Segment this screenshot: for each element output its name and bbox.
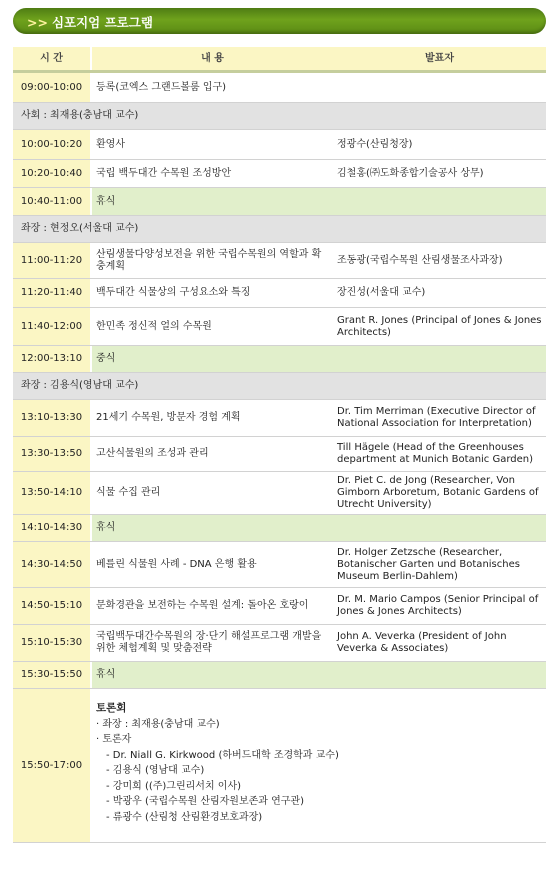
session-time: 10:00-10:20 xyxy=(13,130,92,159)
session-time: 15:30-15:50 xyxy=(13,662,92,688)
session-presenter: Dr. Piet C. de Jong (Researcher, Von Gimborn Arboretum, Botanic Gardens of Utrecht University) xyxy=(333,472,546,514)
column-header-time: 시 간 xyxy=(13,47,92,70)
session-presenter: Dr. Tim Merriman (Executive Director of National Association for Interpretation) xyxy=(333,400,546,436)
session-presenter: 조동광(국립수목원 산림생물조사과장) xyxy=(333,243,546,278)
session-presenter: John A. Veverka (President of John Veverka & Associates) xyxy=(333,625,546,661)
session-title: 식물 수집 관리 xyxy=(92,472,333,514)
session-title: 산림생물다양성보전을 위한 국립수목원의 역할과 확충계획 xyxy=(92,243,333,278)
session-time: 09:00-10:00 xyxy=(13,73,92,102)
session-title: 베를린 식물원 사례 - DNA 은행 활용 xyxy=(92,542,333,587)
session-title: 한민족 정신적 얼의 수목원 xyxy=(92,308,333,345)
column-header-presenter: 발표자 xyxy=(425,52,454,64)
break-label: 휴식 xyxy=(96,669,116,680)
chair-row xyxy=(13,373,546,400)
program-table xyxy=(13,47,546,843)
session-time: 14:50-15:10 xyxy=(13,588,92,624)
panel-time: 15:50-17:00 xyxy=(13,689,92,842)
session-time: 14:30-14:50 xyxy=(13,542,92,587)
session-presenter: 정광수(산림청장) xyxy=(333,130,546,159)
session-presenter: Till Hägele (Head of the Greenhouses department at Munich Botanic Garden) xyxy=(333,437,546,471)
panel-discussion-row xyxy=(13,689,546,843)
session-row xyxy=(13,308,546,346)
panel-line: - 강미희 ((주)그린리서치 이사) xyxy=(106,780,242,792)
session-row xyxy=(13,400,546,437)
session-presenter: Grant R. Jones (Principal of Jones & Jones Architects) xyxy=(333,308,546,345)
session-time: 10:40-11:00 xyxy=(13,188,92,215)
panel-line: · 토론자 xyxy=(96,734,132,745)
break-row xyxy=(13,188,546,216)
header-title-text: 심포지엄 프로그램 xyxy=(51,15,153,30)
break-row xyxy=(13,346,546,373)
section-header xyxy=(13,8,546,34)
session-time: 12:00-13:10 xyxy=(13,346,92,372)
session-row xyxy=(13,588,546,625)
panel-line: - 김용식 (영남대 교수) xyxy=(106,765,205,776)
session-row xyxy=(13,472,546,515)
session-row xyxy=(13,542,546,588)
table-header-row xyxy=(13,47,546,73)
session-title: 국립 백두대간 수목원 조성방안 xyxy=(92,160,333,187)
chair-row xyxy=(13,216,546,243)
session-time: 11:40-12:00 xyxy=(13,308,92,345)
break-row xyxy=(13,515,546,542)
session-row xyxy=(13,160,546,188)
session-time: 15:10-15:30 xyxy=(13,625,92,661)
chair-text: 사회 : 최재용(충남대 교수) xyxy=(21,110,139,121)
chair-text: 좌장 : 현정오(서울대 교수) xyxy=(21,223,139,234)
break-row xyxy=(13,662,546,689)
panel-line: - 박광우 (국립수목원 산림자원보존과 연구관) xyxy=(106,796,305,807)
chair-row xyxy=(13,103,546,130)
header-title xyxy=(27,13,153,31)
break-label: 휴식 xyxy=(96,522,116,533)
session-time: 13:10-13:30 xyxy=(13,400,92,436)
session-time: 11:00-11:20 xyxy=(13,243,92,278)
session-presenter: 김철홍(㈜도화종합기술공사 상무) xyxy=(333,160,546,187)
session-title: 고산식물원의 조성과 관리 xyxy=(92,437,333,471)
session-time: 14:10-14:30 xyxy=(13,515,92,541)
session-time: 13:50-14:10 xyxy=(13,472,92,514)
session-presenter: Dr. Holger Zetzsche (Researcher, Botanischer Garten und Botanisches Museum Berlin-Dahlem) xyxy=(333,542,546,587)
session-presenter xyxy=(333,73,546,102)
session-title: 문화경관을 보전하는 수목원 설계: 돌아온 호랑이 xyxy=(92,588,333,624)
session-presenter: 장진성(서울대 교수) xyxy=(333,279,546,307)
panel-title: 토론회 xyxy=(96,702,127,714)
session-row xyxy=(13,279,546,308)
session-time: 13:30-13:50 xyxy=(13,437,92,471)
panel-line: · 좌장 : 최재용(충남대 교수) xyxy=(96,718,220,730)
session-title: 국립백두대간수목원의 장·단기 해설프로그램 개발을 위한 체험계획 및 맞춤전략 xyxy=(92,625,333,661)
session-time: 11:20-11:40 xyxy=(13,279,92,307)
session-time: 10:20-10:40 xyxy=(13,160,92,187)
break-label: 중식 xyxy=(96,353,116,364)
session-row xyxy=(13,625,546,662)
session-row xyxy=(13,437,546,472)
session-presenter: Dr. M. Mario Campos (Senior Principal of Jones & Jones Architects) xyxy=(333,588,546,624)
panel-content xyxy=(92,689,546,842)
column-header-content: 내 용 xyxy=(201,52,224,64)
session-row xyxy=(13,243,546,279)
table-body xyxy=(13,73,546,689)
panel-line: - Dr. Niall G. Kirkwood (하버드대학 조경학과 교수) xyxy=(106,749,339,761)
panel-line: - 류광수 (산림청 산림환경보호과장) xyxy=(106,811,263,823)
session-title: 백두대간 식물상의 구성요소와 특징 xyxy=(92,279,333,307)
session-title: 21세기 수목원, 방문자 경험 계획 xyxy=(92,400,333,436)
chair-text: 좌장 : 김용식(영남대 교수) xyxy=(21,380,139,391)
break-label: 휴식 xyxy=(96,195,116,207)
session-row xyxy=(13,130,546,160)
session-row xyxy=(13,73,546,103)
session-title: 환영사 xyxy=(92,130,333,159)
header-arrow: >> xyxy=(27,15,48,30)
session-title: 등록(코엑스 그랜드볼룸 입구) xyxy=(92,73,333,102)
